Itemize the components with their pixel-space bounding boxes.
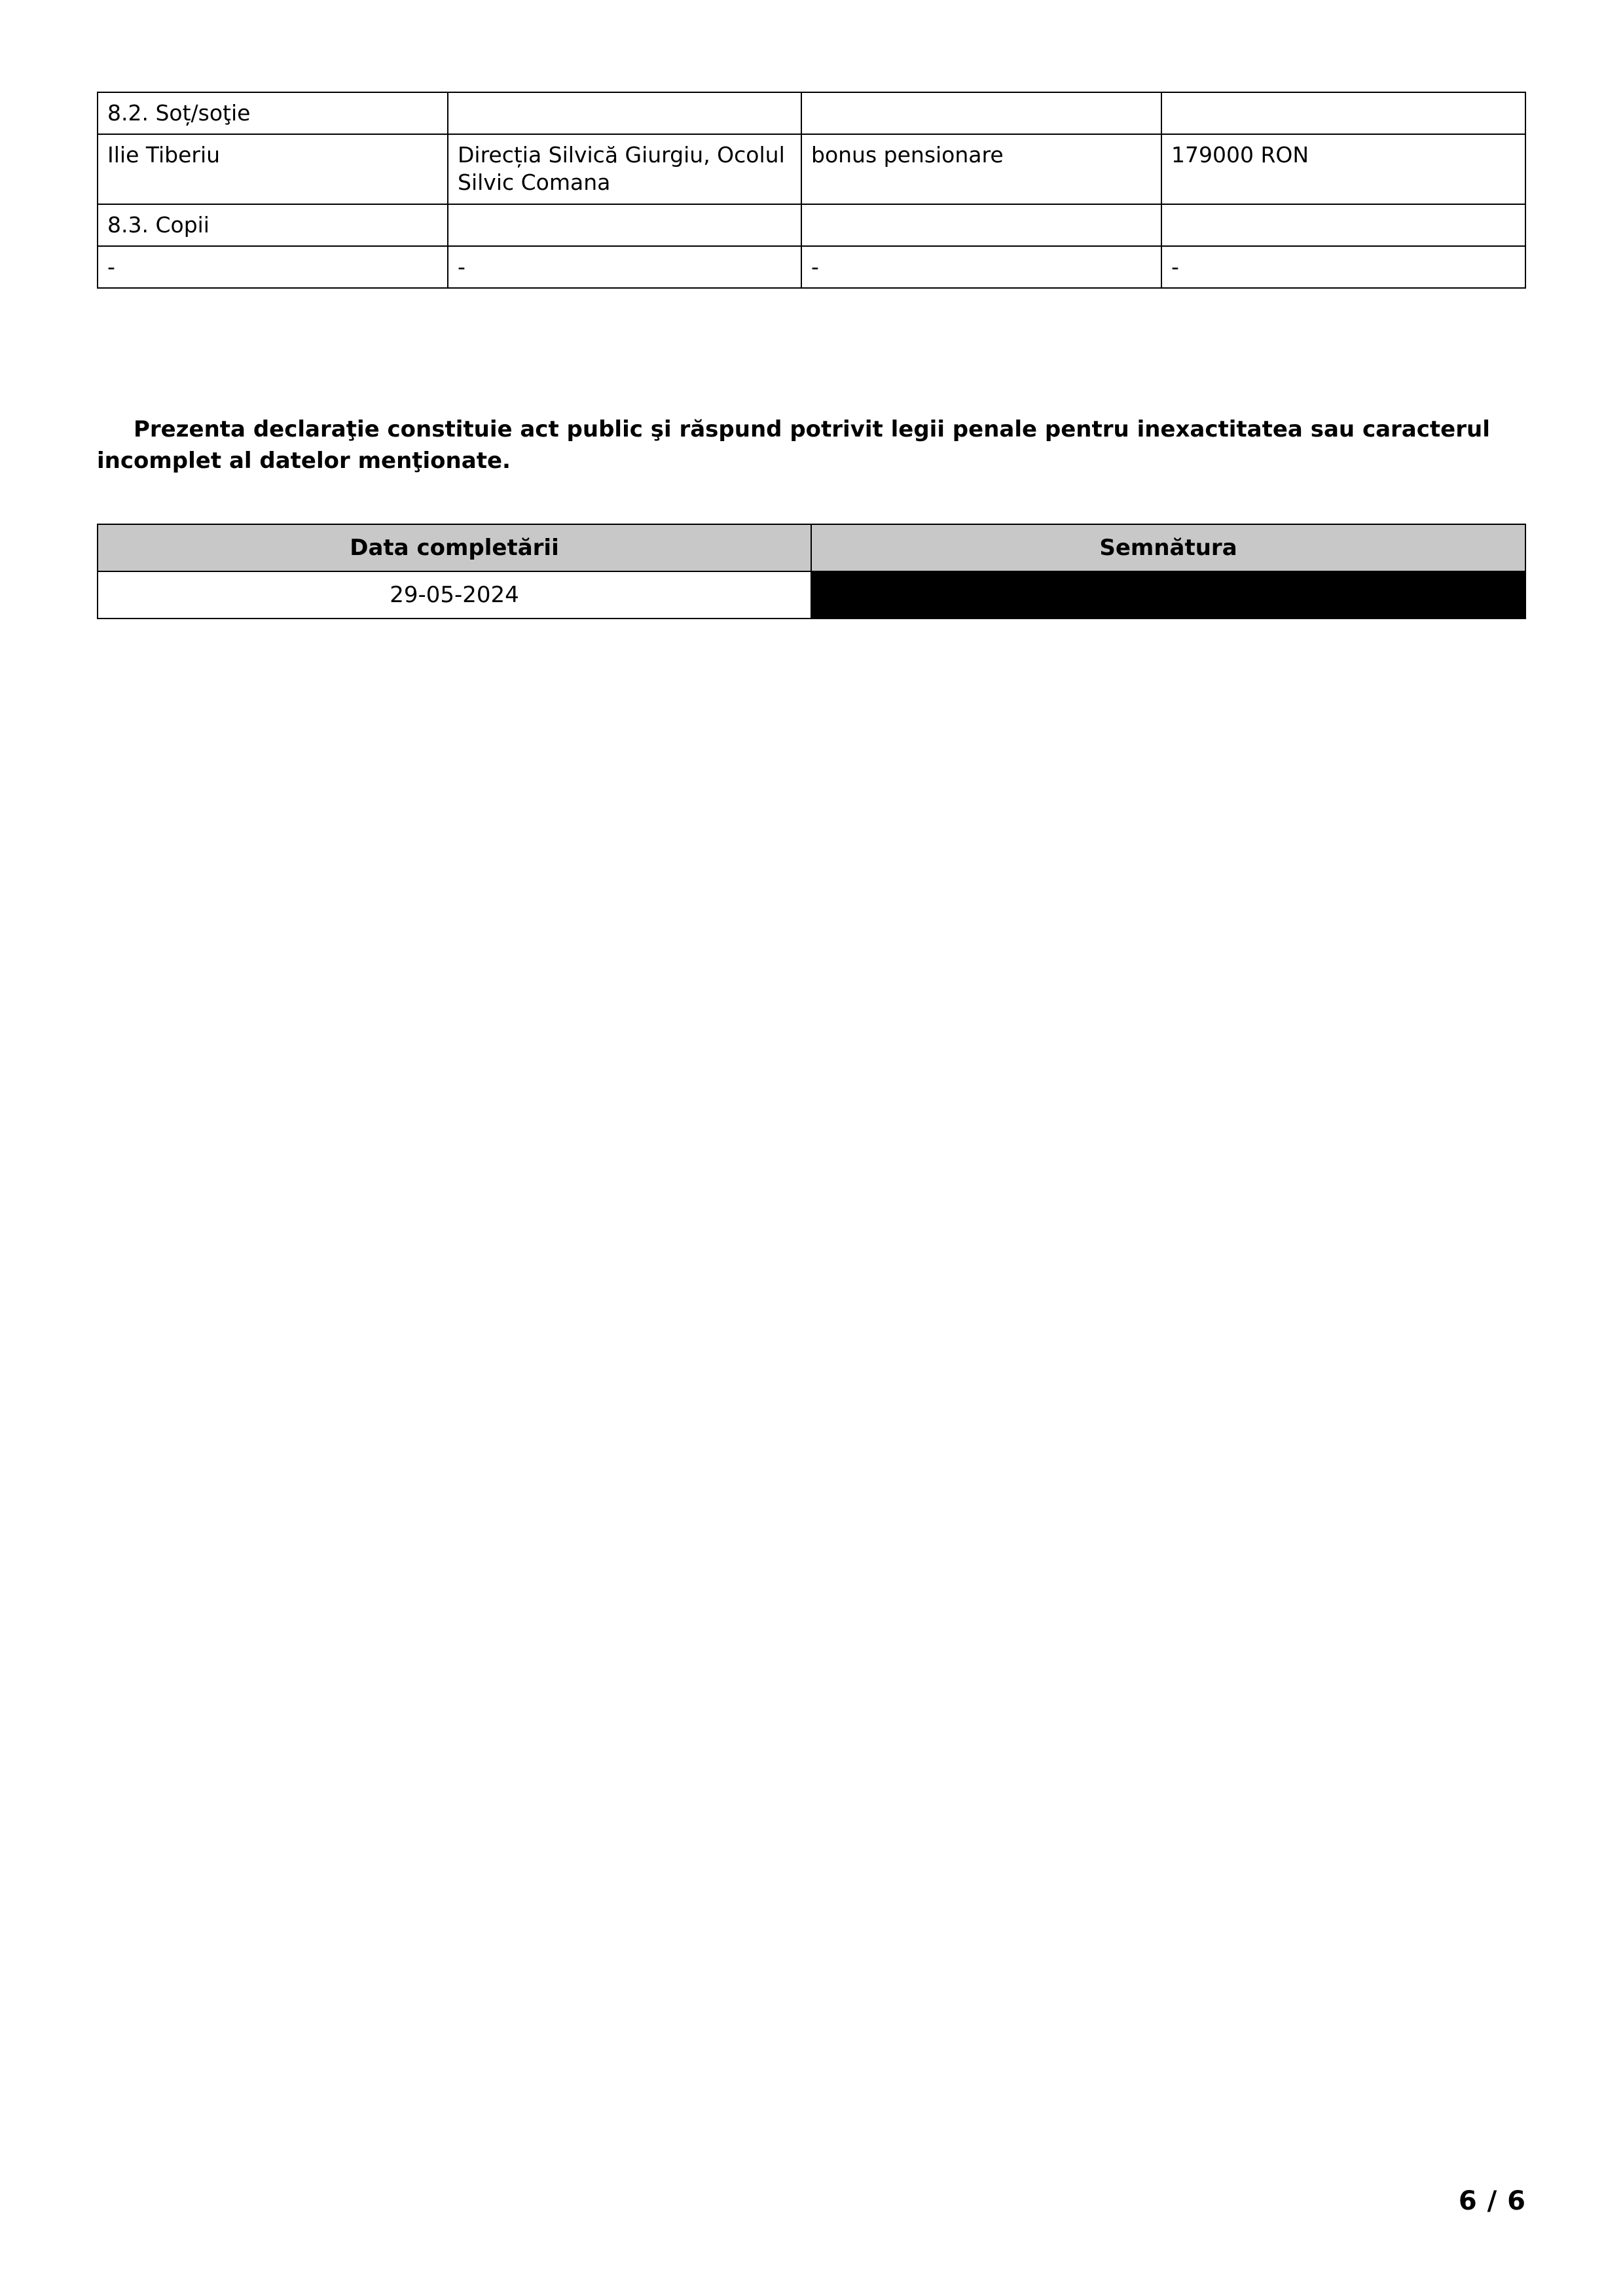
table-cell-source: Direcția Silvică Giurgiu, Ocolul Silvic Comana [448, 134, 801, 204]
table-cell-amount [1161, 92, 1525, 134]
table-cell-amount [1161, 204, 1525, 246]
table-cell-category: 8.2. Soț/soţie [98, 92, 448, 134]
table-row [98, 246, 1525, 288]
table-cell-source: - [448, 246, 801, 288]
table-cell-type: - [801, 246, 1161, 288]
date-completed-value: 29-05-2024 [98, 571, 811, 619]
table-cell-category: 8.3. Copii [98, 204, 448, 246]
table-row [98, 92, 1525, 134]
table-row [98, 571, 1525, 619]
signature-redacted-block [811, 571, 1525, 619]
table-cell-amount: - [1161, 246, 1525, 288]
header-date-completed: Data completării [98, 524, 811, 571]
table-cell-source [448, 204, 801, 246]
signature-table [97, 524, 1526, 619]
table-row [98, 134, 1525, 204]
table-cell-name: - [98, 246, 448, 288]
header-signature: Semnătura [811, 524, 1525, 571]
declaration-paragraph: Prezenta declaraţie constituie act public şi răspund potrivit legii penale pentru inexactitatea sau caracterul incomplet al datelor menţionate. [97, 416, 1490, 475]
table-cell-type: bonus pensionare [801, 134, 1161, 204]
table-cell-amount: 179000 RON [1161, 134, 1525, 204]
table-cell-source [448, 92, 801, 134]
table-cell-type [801, 204, 1161, 246]
table-cell-type [801, 92, 1161, 134]
table-row [98, 204, 1525, 246]
page-number: 6 / 6 [1458, 2186, 1526, 2216]
table-header-row [98, 524, 1525, 571]
table-cell-name: Ilie Tiberiu [98, 134, 448, 204]
income-table [97, 92, 1526, 289]
